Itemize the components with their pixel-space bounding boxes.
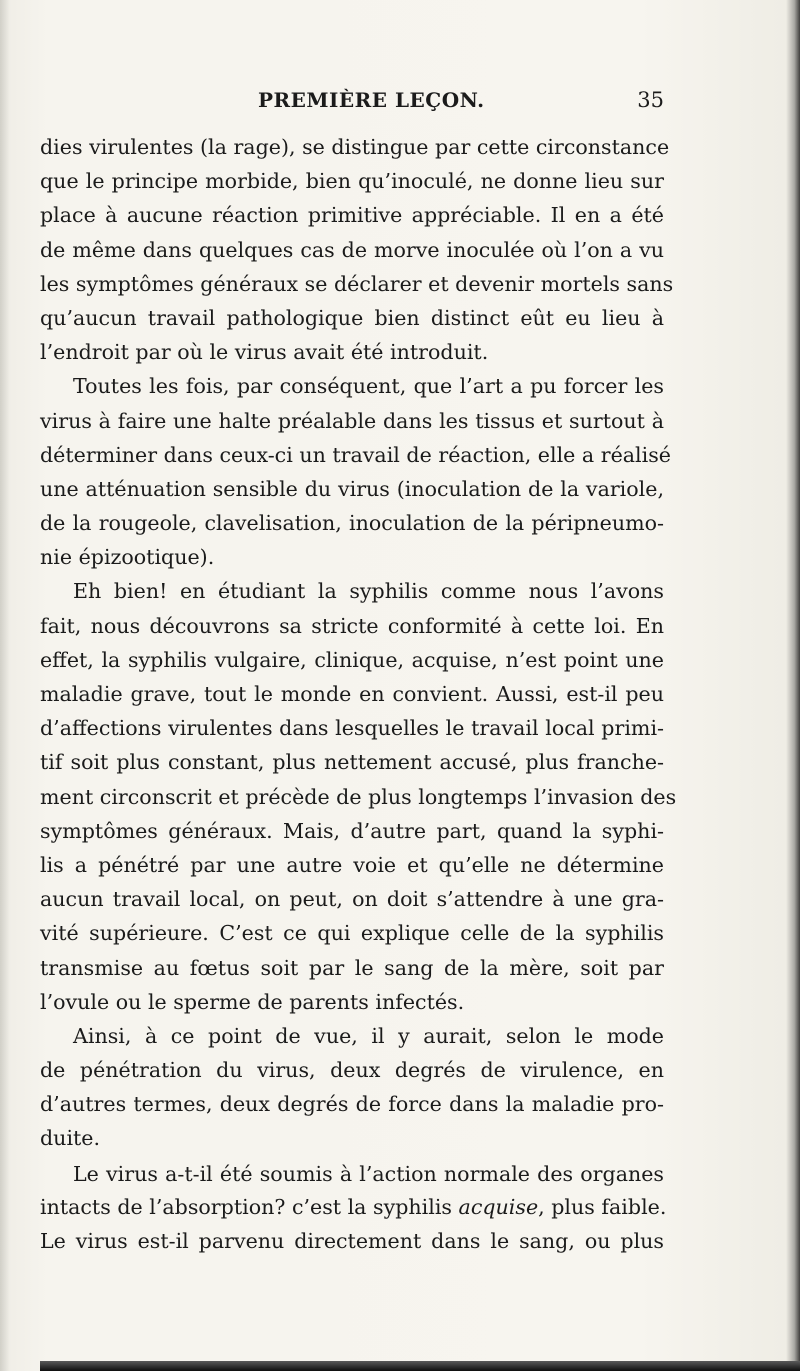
text-line: tif soit plus constant, plus nettement accusé, plus franche- [40,750,664,775]
text-line: lis a pénétré par une autre voie et qu’elle ne détermine [40,852,664,877]
text-line: de même dans quelques cas de morve inoculée où l’on a vu [40,237,664,262]
text-line: d’affections virulentes dans lesquelles le travail local primi- [40,716,664,741]
text-line: une atténuation sensible du virus (inoculation de la variole, [40,476,664,501]
text-line: Eh bien! en étudiant la syphilis comme nous l’avons [73,579,664,604]
text-line: transmise au fœtus soit par le sang de la mère, soit par [40,955,664,980]
text-line: Toutes les fois, par conséquent, que l’art a pu forcer les [73,374,664,399]
text-line: les symptômes généraux se déclarer et devenir mortels sans [40,271,674,296]
italic-word: acquise [458,1194,539,1219]
text-line: de la rougeole, clavelisation, inoculation de la péripneumo- [40,511,664,536]
text-line: vité supérieure. C’est ce qui explique celle de la syphilis [40,921,664,946]
text-line: fait, nous découvrons sa stricte conformité à cette loi. En [40,613,664,638]
text-line: aucun travail local, on peut, on doit s’attendre à une gra- [40,887,664,912]
text-line: nie épizootique). [40,545,215,570]
text-line: virus à faire une halte préalable dans les tissus et surtout à [40,408,664,433]
body-text [40,130,677,1258]
running-head [40,88,664,118]
text-line: effet, la syphilis vulgaire, clinique, acquise, n’est point une [40,647,664,672]
running-title: PREMIÈRE LEÇON. [258,88,485,112]
page-spine-shadow [786,0,800,1371]
page-bottom-edge [40,1361,800,1371]
text-line: déterminer dans ceux-ci un travail de réaction, elle a réalisé [40,442,671,467]
text-line: d’autres termes, deux degrés de force dans la maladie pro- [40,1092,664,1117]
text-line: l’ovule ou le sperme de parents infectés. [40,989,465,1014]
text-segment: intacts de l’absorption? c’est la syphilis [40,1194,452,1219]
text-line: que le principe morbide, bien qu’inoculé, ne donne lieu sur [40,169,664,194]
page-number: 35 [637,88,664,112]
text-segment: , plus faible. [538,1194,667,1219]
text-line: qu’aucun travail pathologique bien distinct eût eu lieu à [40,305,664,330]
text-line: symptômes généraux. Mais, d’autre part, quand la syphi- [40,818,664,843]
text-line: duite. [40,1126,101,1151]
text-line: place à aucune réaction primitive appréciable. Il en a été [40,203,664,228]
text-line: maladie grave, tout le monde en convient. Aussi, est-il peu [40,682,664,706]
text-line: Le virus est-il parvenu directement dans le sang, ou plus [40,1229,664,1253]
text-line-with-italic [40,1190,667,1224]
text-line: ment circonscrit et précède de plus longtemps l’invasion des [40,784,677,809]
text-line: l’endroit par où le virus avait été introduit. [40,340,489,365]
text-line: Ainsi, à ce point de vue, il y aurait, selon le mode [73,1023,664,1048]
text-line: dies virulentes (la rage), se distingue par cette circonstance [40,135,670,159]
text-line: de pénétration du virus, deux degrés de virulence, en [40,1058,664,1083]
page-left-edge [0,0,10,1371]
text-line: Le virus a-t-il été soumis à l’action normale des organes [73,1161,664,1186]
